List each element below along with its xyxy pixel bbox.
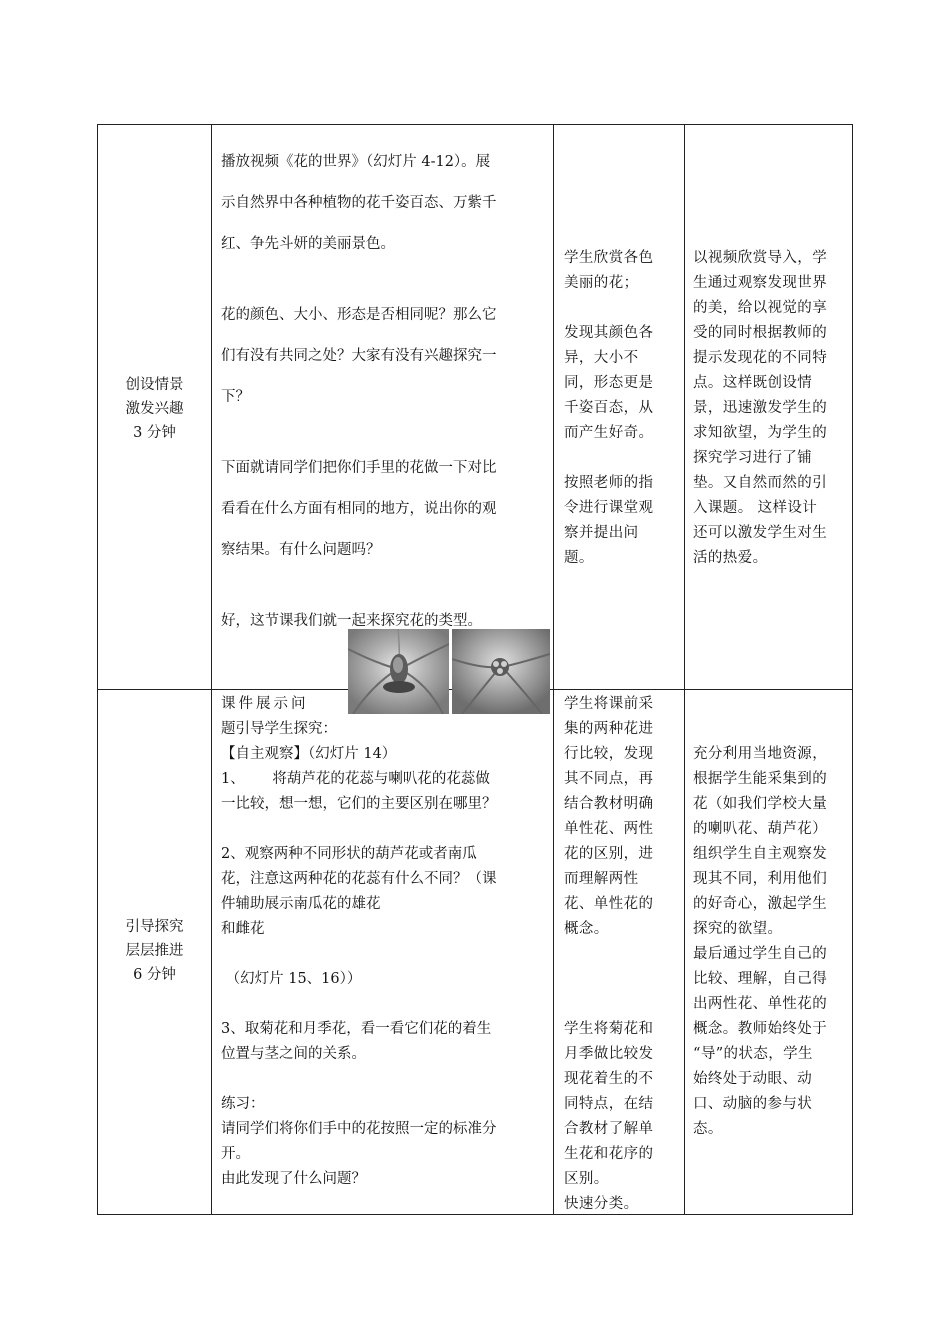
student-activity-2 <box>564 692 674 1217</box>
text-line: 播放视频《花的世界》（幻灯片 4-12）。展 <box>221 154 491 170</box>
text-line: 题。 <box>564 550 594 566</box>
text-line: 学生将课前采 <box>564 696 654 712</box>
text-line: “导”的状态，学生 <box>693 1046 813 1062</box>
text-line: 出两性花、单性花的 <box>693 996 828 1012</box>
text-line: 学生欣赏各色 <box>564 250 654 266</box>
text-line: 探究的欲望。 <box>693 921 783 937</box>
text-line: 的喇叭花、葫芦花） <box>693 821 828 837</box>
text-line: 受的同时根据教师的 <box>693 325 828 341</box>
text-line: 充分利用当地资源， <box>693 746 828 762</box>
text-line: 合教材了解单 <box>564 1121 654 1137</box>
text-line: 求知欲望，为学生的 <box>693 425 828 441</box>
text-line: 景，迅速激发学生的 <box>693 400 828 416</box>
teacher-activity-1 <box>221 142 547 642</box>
text-line: 提示发现花的不同特 <box>693 350 828 366</box>
text-line: 的好奇心，激起学生 <box>693 896 828 912</box>
text-line: 垫。又自然而然的引 <box>693 475 828 491</box>
text-line: 开。 <box>221 1146 250 1162</box>
text-line: 2、观察两种不同形状的葫芦花或者南瓜 <box>221 846 477 862</box>
text-line: 点。这样既创设情 <box>693 375 813 391</box>
text-line: 请同学们将你们手中的花按照一定的标准分 <box>221 1121 497 1137</box>
text-line: 花的颜色、大小、形态是否相同呢？那么它 <box>221 307 497 323</box>
pumpkin-male-flower-image <box>348 629 449 714</box>
text-line: 生通过观察发现世界 <box>693 275 828 291</box>
text-line: 位置与茎之间的关系。 <box>221 1046 366 1062</box>
text-line: （幻灯片 15、16）） <box>221 971 362 987</box>
text-line: 3、取菊花和月季花，看一看它们花的着生 <box>221 1021 492 1037</box>
text-line: 千姿百态，从 <box>564 400 654 416</box>
column-divider <box>684 125 685 1214</box>
text-line: 现其不同，利用他们 <box>693 871 828 887</box>
text-line: 区别。 <box>564 1171 609 1187</box>
text-line: 活的热爱。 <box>693 550 768 566</box>
text-line: 令进行课堂观 <box>564 500 654 516</box>
text-line: 美丽的花； <box>564 275 639 291</box>
text-line: 题引导学生探究： <box>221 721 337 737</box>
column-divider <box>553 125 554 1214</box>
text-line: 结合教材明确 <box>564 796 654 812</box>
text-line: 概念。 <box>564 921 609 937</box>
question-paragraph <box>221 295 547 418</box>
pumpkin-female-flower-image <box>452 629 550 714</box>
text-line: 【自主观察】（幻灯片 14） <box>221 746 397 762</box>
text-line: 察并提出问 <box>564 525 639 541</box>
text-line: 花、单性花的 <box>564 896 654 912</box>
text-line: 生花和花序的 <box>564 1146 654 1162</box>
compare-paragraph <box>221 448 547 571</box>
text-line: 现花着生的不 <box>564 1071 654 1087</box>
text-line: 练习： <box>221 1096 265 1112</box>
stage-label-1: 创设情景 激发兴趣 3 分钟 <box>125 377 184 441</box>
text-line: 的美，给以视觉的享 <box>693 300 828 316</box>
stage-label-2: 引导探究 层层推进 6 分钟 <box>125 919 184 983</box>
teacher-activity-2 <box>221 692 549 1192</box>
text-line: 同特点，在结 <box>564 1096 654 1112</box>
design-intent-2 <box>693 742 845 1142</box>
text-line: 花（如我们学校大量 <box>693 796 828 812</box>
text-line: 花，注意这两种花的花蕊有什么不同？（课 <box>221 871 497 887</box>
text-line: 口、动脑的参与状 <box>693 1096 813 1112</box>
text-line: 始终处于动眼、动 <box>693 1071 813 1087</box>
student-activity-1 <box>564 246 674 571</box>
text-line: 态。 <box>693 1121 723 1137</box>
text-line: 而理解两性 <box>564 871 639 887</box>
text-line: 花的区别，进 <box>564 846 654 862</box>
text-line: 根据学生能采集到的 <box>693 771 828 787</box>
text-line: 入课题。 这样设计 <box>693 500 818 516</box>
text-line: 集的两种花进 <box>564 721 654 737</box>
text-line: 发现其颜色各 <box>564 325 654 341</box>
text-line: 组织学生自主观察发 <box>693 846 828 862</box>
text-line: 快速分类。 <box>564 1196 639 1212</box>
text-line: 下面就请同学们把你们手里的花做一下对比 <box>221 460 497 476</box>
design-intent-1 <box>693 246 845 571</box>
text-line: 看看在什么方面有相同的地方，说出你的观 <box>221 501 497 517</box>
text-line: 课件展示问 <box>221 696 309 712</box>
text-line: 而产生好奇。 <box>564 425 654 441</box>
column-divider <box>211 125 212 1214</box>
text-line: 同，形态更是 <box>564 375 654 391</box>
text-line: 下？ <box>221 389 250 405</box>
text-line: 单性花、两性 <box>564 821 654 837</box>
text-line: 月季做比较发 <box>564 1046 654 1062</box>
text-line: 比较、理解，自己得 <box>693 971 828 987</box>
text-line: 一比较，想一想，它们的主要区别在哪里？ <box>221 796 497 812</box>
text-line: 察结果。有什么问题吗？ <box>221 542 381 558</box>
text-line: 行比较，发现 <box>564 746 654 762</box>
text-line: 好，这节课我们就一起来探究花的类型。 <box>221 613 482 629</box>
text-line: 件辅助展示南瓜花的雄花 <box>221 896 381 912</box>
video-paragraph <box>221 142 547 265</box>
text-line: 按照老师的指 <box>564 475 654 491</box>
text-line: 红、争先斗妍的美丽景色。 <box>221 236 395 252</box>
text-line: 还可以激发学生对生 <box>693 525 828 541</box>
text-line: 1、 将葫芦花的花蕊与喇叭花的花蕊做 <box>221 771 490 787</box>
text-line: 异，大小不 <box>564 350 639 366</box>
text-line: 最后通过学生自己的 <box>693 946 828 962</box>
text-line: 其不同点，再 <box>564 771 654 787</box>
text-line: 探究学习进行了铺 <box>693 450 813 466</box>
text-line: 们有没有共同之处？大家有没有兴趣探究一 <box>221 348 497 364</box>
text-line: 以视频欣赏导入，学 <box>693 250 828 266</box>
text-line: 示自然界中各种植物的花千姿百态、万紫千 <box>221 195 497 211</box>
text-line: 概念。教师始终处于 <box>693 1021 828 1037</box>
text-line: 学生将菊花和 <box>564 1021 654 1037</box>
text-line: 和雌花 <box>221 921 265 937</box>
text-line: 由此发现了什么问题？ <box>221 1171 366 1187</box>
